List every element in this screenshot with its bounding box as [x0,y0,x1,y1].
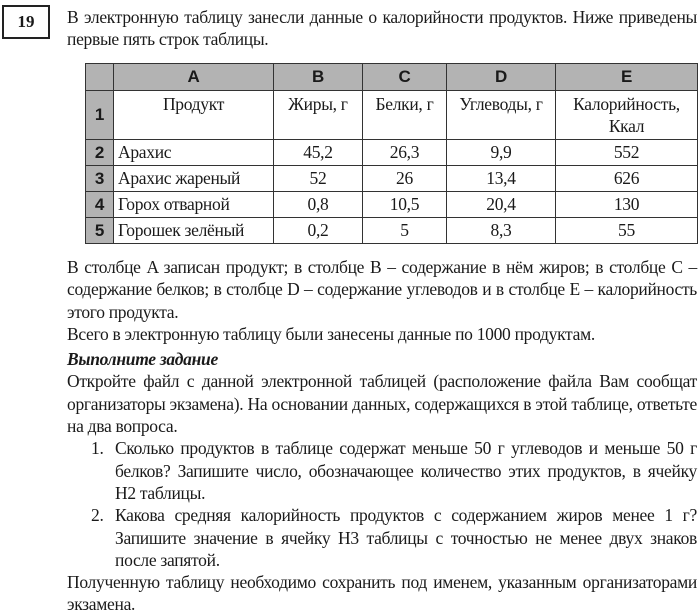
cell: 45,2 [274,140,363,166]
column-header: B [274,64,363,91]
question-text: Какова средняя калорийность продуктов с содержанием жиров менее 1 г? Запишите значение в ячейку H3 таблицы с точностью не менее двух знаков после запятой. [115,505,697,570]
cell: 26,3 [363,140,447,166]
row-header: 4 [86,192,114,218]
cell: Калорийность, Ккал [556,91,698,140]
cell: 9,9 [447,140,556,166]
row-header: 5 [86,218,114,244]
cell: 552 [556,140,698,166]
cell: 626 [556,166,698,192]
footer-text: Полученную таблицу необходимо сохранить под именем, указанным организаторами экзамена. [67,572,697,615]
column-header: A [114,64,274,91]
intro-text: В электронную таблицу занесли данные о калорийности продуктов. Ниже приведены первые пять строк таблицы. [67,7,697,49]
column-description: В столбце A записан продукт; в столбце B – содержание в нём жиров; в столбце C – содержание белков; в столбце D – содержание углеводов и в столбце E – калорийность этого продукта. [67,257,697,322]
spreadsheet-table [85,63,698,244]
cell: 130 [556,192,698,218]
question-number: 1. [91,438,104,459]
cell: Горошек зелёный [114,218,274,244]
cell: 0,2 [274,218,363,244]
table-row [86,91,698,140]
cell: 52 [274,166,363,192]
cell: 5 [363,218,447,244]
cell: Продукт [114,91,274,140]
cell: Жиры, г [274,91,363,140]
cell: Горох отварной [114,192,274,218]
cell: 8,3 [447,218,556,244]
column-header: C [363,64,447,91]
row-header: 2 [86,140,114,166]
cell: 13,4 [447,166,556,192]
row-header: 1 [86,91,114,140]
task-heading: Выполните задание [67,349,218,370]
question-item [91,504,697,571]
column-header: D [447,64,556,91]
table-row [86,140,698,166]
table-row [86,166,698,192]
cell: 26 [363,166,447,192]
cell: Арахис жареный [114,166,274,192]
table-row [86,192,698,218]
column-header-row [86,64,698,91]
cell: Белки, г [363,91,447,140]
corner-cell [86,64,114,91]
cell: 20,4 [447,192,556,218]
question-text: Сколько продуктов в таблице содержат меньше 50 г углеводов и меньше 50 г белков? Запишите число, обозначающее количество этих продуктов, в ячейку H2 таблицы. [115,438,697,503]
row-header: 3 [86,166,114,192]
cell: Углеводы, г [447,91,556,140]
question-item [91,437,697,504]
task-text: Откройте файл с данной электронной таблицей (расположение файла Вам сообщат организаторы экзамена). На основании данных, содержащихся в этой таблице, ответьте на два вопроса. [67,371,697,437]
cell: 0,8 [274,192,363,218]
task-body [67,256,697,616]
cell: Арахис [114,140,274,166]
question-number: 2. [91,505,104,526]
table-row [86,218,698,244]
total-text: Всего в электронную таблицу были занесены данные по 1000 продуктам. [67,323,595,344]
cell: 55 [556,218,698,244]
cell: 10,5 [363,192,447,218]
column-header: E [556,64,698,91]
task-number: 19 [2,5,50,39]
